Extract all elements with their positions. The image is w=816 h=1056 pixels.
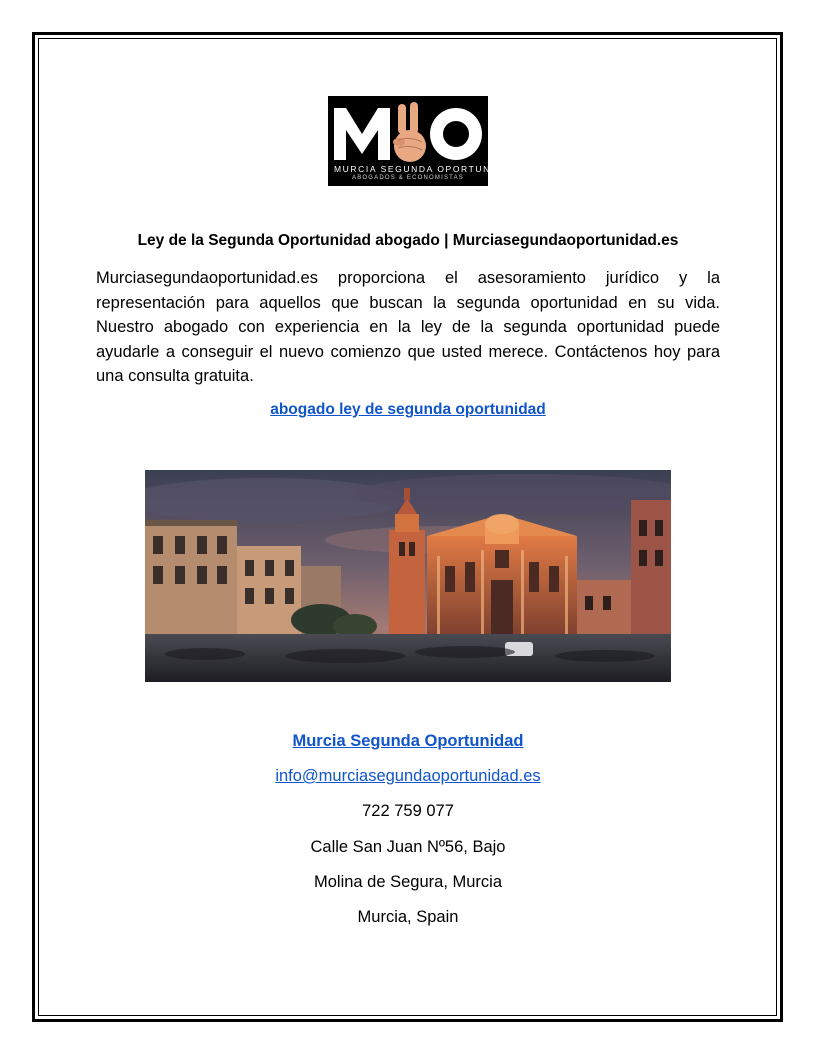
cta-link-container: [96, 401, 720, 419]
description-paragraph: Murciasegundaoportunidad.es proporciona el asesoramiento jurídico y la representación para aquellos que buscan la segunda oportunidad en su vida. Nuestro abogado con experiencia en la ley de la segunda oportunidad puede ayudarle a conseguir el nuevo comienzo que usted merece. Contáctenos hoy para una consulta gratuita.: [96, 269, 720, 386]
cathedral-photo: [145, 470, 671, 682]
email-link[interactable]: info@murciasegundaoportunidad.es: [275, 767, 541, 785]
company-name-link[interactable]: Murcia Segunda Oportunidad: [292, 732, 524, 750]
email-container: [96, 767, 720, 786]
victory-hand-icon: [393, 102, 426, 162]
service-link[interactable]: abogado ley de segunda oportunidad: [270, 401, 546, 418]
company-name-container: [96, 732, 720, 751]
logo-monogram: [328, 100, 488, 164]
page-title: Ley de la Segunda Oportunidad abogado | Murciasegundaoportunidad.es: [137, 232, 679, 249]
logo-tagline: MURCIA SEGUNDA OPORTUNIDAD: [334, 164, 518, 174]
address-line-country: Murcia, Spain: [357, 908, 459, 926]
address-line-street: Calle San Juan Nº56, Bajo: [310, 838, 506, 856]
phone-number: 722 759 077: [362, 802, 454, 820]
logo-subtagline: ABOGADOS & ECONOMISTAS: [352, 175, 464, 181]
address-line-city: Molina de Segura, Murcia: [313, 873, 502, 891]
company-logo: [328, 96, 518, 186]
cathedral-photo-illustration: [145, 470, 671, 682]
